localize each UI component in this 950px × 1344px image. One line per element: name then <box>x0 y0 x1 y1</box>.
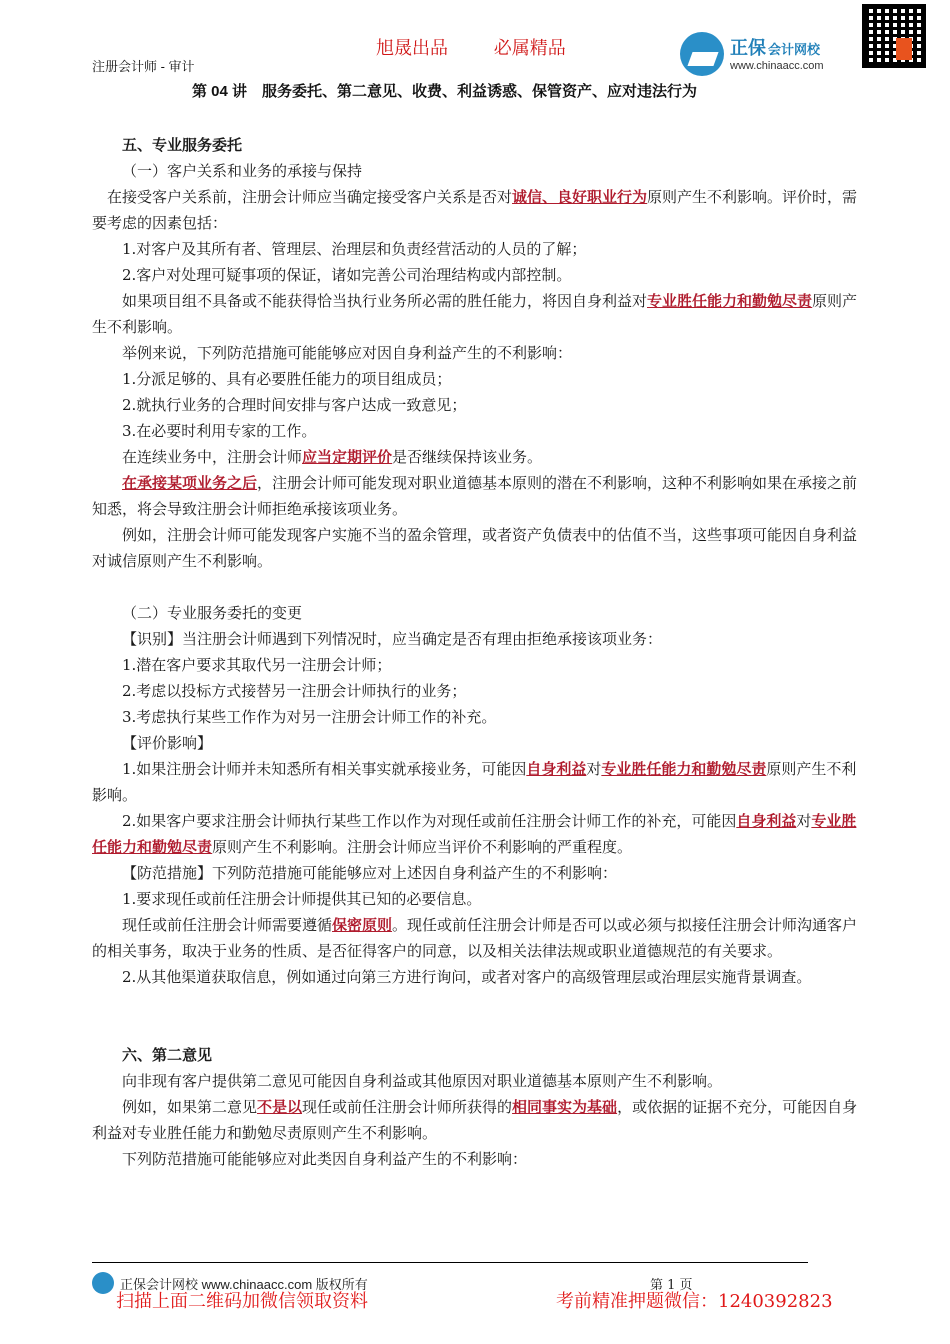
paragraph: 如果项目组不具备或不能获得恰当执行业务所必需的胜任能力，将因自身利益对专业胜任能力和勤勉尽责原则产生不利影响。 <box>92 292 858 336</box>
paragraph: 现任或前任注册会计师需要遵循保密原则。现任或前任注册会计师是否可以或必须与拟接任注册会计师沟通客户的相关事务，取决于业务的性质、是否征得客户的同意，以及相关法律法规或职业道德规范的有关要求。 <box>92 916 858 960</box>
paragraph: 在连续业务中，注册会计师应当定期评价是否继续保持该业务。 <box>122 448 543 466</box>
footer-promo-left: 扫描上面二维码加微信领取资料 <box>116 1291 368 1312</box>
list-item: 1.对客户及其所有者、管理层、治理层和负责经营活动的人员的了解； <box>122 240 587 258</box>
highlight: 自身利益 <box>736 812 797 830</box>
highlight: 相同事实为基础 <box>512 1098 618 1116</box>
subject-label: 注册会计师 - 审计 <box>92 59 195 74</box>
highlight: 应当定期评价 <box>302 448 393 466</box>
paragraph: 1.如果注册会计师并未知悉所有相关事实就承接业务，可能因自身利益对专业胜任能力和勤勉尽责原则产生不利影响。 <box>92 760 857 804</box>
list-item: 1.分派足够的、具有必要胜任能力的项目组成员； <box>122 370 452 388</box>
subsection-heading: （一）客户关系和业务的承接与保持 <box>122 162 363 180</box>
highlight: 不是以 <box>257 1098 303 1116</box>
footer-divider <box>92 1262 808 1263</box>
page-number: 第 1 页 <box>650 1278 693 1293</box>
paragraph: 【识别】当注册会计师遇到下列情况时，应当确定是否有理由拒绝承接该项业务： <box>122 630 663 648</box>
document-body <box>92 132 860 1172</box>
list-item: 2.客户对处理可疑事项的保证，诸如完善公司治理结构或内部控制。 <box>122 266 572 284</box>
paragraph: 在承接某项业务之后，注册会计师可能发现对职业道德基本原则的潜在不利影响，这种不利影响如果在承接之前知悉，将会导致注册会计师拒绝承接该项业务。 <box>92 474 858 518</box>
paragraph: 在接受客户关系前，注册会计师应当确定接受客户关系是否对诚信、良好职业行为原则产生不利影响。评价时，需要考虑的因素包括： <box>92 188 858 232</box>
promo-left-text: 旭晟出品 <box>376 38 448 59</box>
paragraph: 2.从其他渠道获取信息，例如通过向第三方进行询问，或者对客户的高级管理层或治理层实施背景调查。 <box>122 968 812 986</box>
list-item: 2.考虑以投标方式接替另一注册会计师执行的业务； <box>122 682 467 700</box>
highlight: 诚信、良好职业行为 <box>512 188 648 206</box>
paragraph: 2.如果客户要求注册会计师执行某些工作以作为对现任或前任注册会计师工作的补充，可能因自身利益对专业胜任能力和勤勉尽责原则产生不利影响。注册会计师应当评价不利影响的严重程度。 <box>92 812 857 856</box>
paragraph: 例如，注册会计师可能发现客户实施不当的盈余管理，或者资产负债表中的估值不当，这些事项可能因自身利益对诚信原则产生不利影响。 <box>92 526 858 570</box>
paragraph: 1.要求现任或前任注册会计师提供其已知的必要信息。 <box>122 890 482 908</box>
paragraph: 【防范措施】下列防范措施可能能够应对上述因自身利益产生的不利影响： <box>122 864 618 882</box>
paragraph: 下列防范措施可能能够应对此类因自身利益产生的不利影响： <box>122 1150 528 1168</box>
highlight: 在承接某项业务之后 <box>122 474 258 492</box>
subsection-heading: （二）专业服务委托的变更 <box>122 604 303 622</box>
brand-url[interactable]: www.chinaacc.com <box>730 60 824 72</box>
section-heading: 五、专业服务委托 <box>122 136 243 154</box>
qr-badge-icon <box>896 38 912 60</box>
section-heading: 六、第二意见 <box>122 1046 213 1064</box>
brand-name: 正保 <box>730 38 766 58</box>
footer-copyright: 正保会计网校 www.chinaacc.com 版权所有 <box>120 1277 368 1292</box>
paragraph: 【评价影响】 <box>122 734 213 752</box>
list-item: 2.就执行业务的合理时间安排与客户达成一致意见； <box>122 396 467 414</box>
list-item: 3.考虑执行某些工作作为对另一注册会计师工作的补充。 <box>122 708 497 726</box>
highlight: 专业胜任能力和勤勉尽责 <box>92 812 857 856</box>
qr-code-icon <box>862 4 926 68</box>
highlight: 自身利益 <box>526 760 587 778</box>
paragraph: 向非现有客户提供第二意见可能因自身利益或其他原因对职业道德基本原则产生不利影响。 <box>122 1072 723 1090</box>
list-item: 3.在必要时利用专家的工作。 <box>122 422 317 440</box>
highlight: 保密原则 <box>332 916 393 934</box>
top-promo <box>376 34 606 60</box>
highlight: 专业胜任能力和勤勉尽责 <box>647 292 813 310</box>
footer-logo-icon <box>92 1272 114 1294</box>
brand-suffix: 会计网校 <box>768 42 821 57</box>
paragraph: 举例来说，下列防范措施可能能够应对因自身利益产生的不利影响： <box>122 344 573 362</box>
paragraph: 例如，如果第二意见不是以现任或前任注册会计师所获得的相同事实为基础，或依据的证据不充分，可能因自身利益对专业胜任能力和勤勉尽责原则产生不利影响。 <box>92 1098 858 1142</box>
footer-promo-right: 考前精准押题微信：1240392823 <box>556 1291 833 1312</box>
list-item: 1.潜在客户要求其取代另一注册会计师； <box>122 656 392 674</box>
lecture-title: 第 04 讲 服务委托、第二意见、收费、利益诱惑、保管资产、应对违法行为 <box>192 83 698 100</box>
logo-icon <box>680 32 724 76</box>
brand-logo[interactable] <box>680 32 860 80</box>
highlight: 专业胜任能力和勤勉尽责 <box>601 760 767 778</box>
promo-right-text: 必属精品 <box>493 38 566 59</box>
